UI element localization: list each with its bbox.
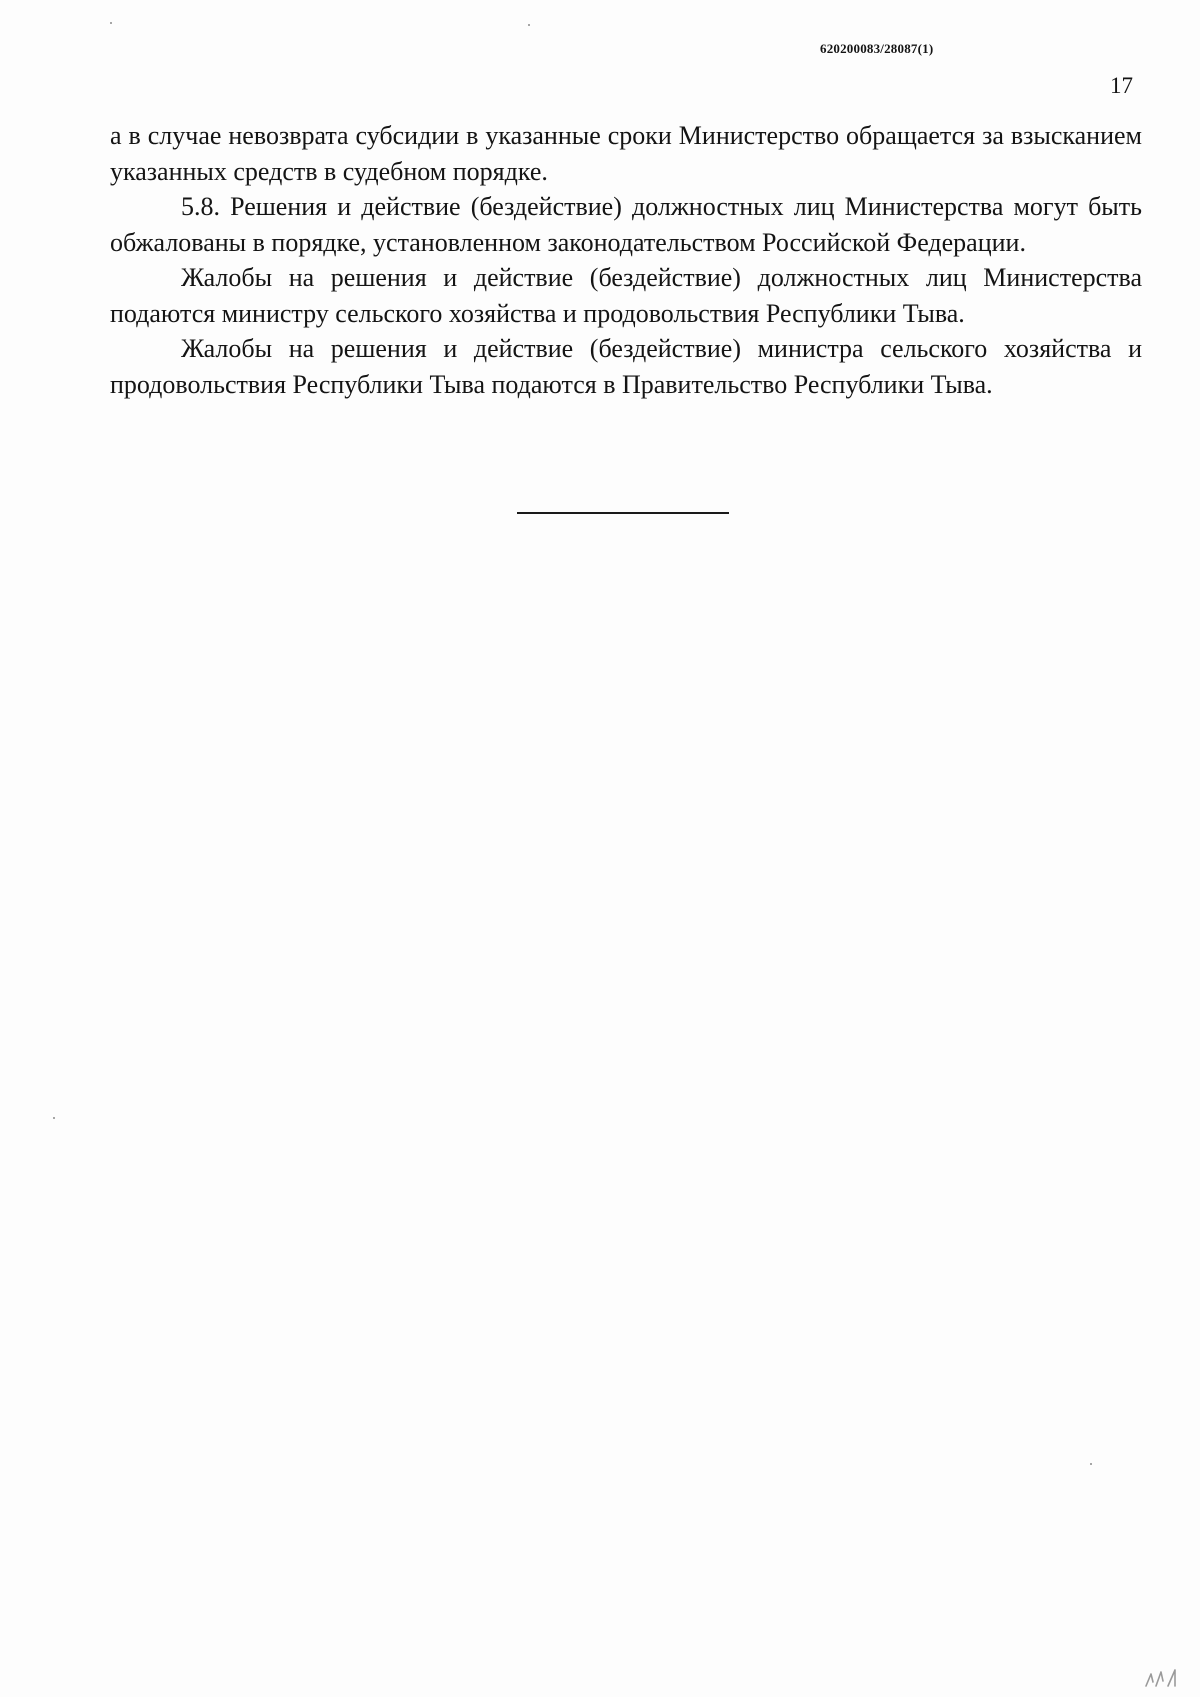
document-body bbox=[110, 118, 1142, 402]
scan-speck bbox=[1090, 1463, 1092, 1465]
paragraph-complaints-officials: Жалобы на решения и действие (бездействие) должностных лиц Министерства подаются министру сельского хозяйства и продовольствия Республики Тыва. bbox=[110, 263, 1142, 328]
scan-speck bbox=[528, 24, 530, 26]
paragraph-continuation: а в случае невозврата субсидии в указанные сроки Министерство обращается за взысканием указанных средств в судебном порядке. bbox=[110, 121, 1142, 186]
paragraph-clause-5-8: 5.8. Решения и действие (бездействие) должностных лиц Министерства могут быть обжалованы в порядке, установленном законодательством Российской Федерации. bbox=[110, 192, 1142, 257]
page-number: 17 bbox=[1110, 73, 1133, 98]
scan-speck bbox=[110, 22, 112, 24]
handwritten-page-mark-icon bbox=[1142, 1666, 1186, 1690]
end-separator-line bbox=[517, 512, 729, 514]
paragraph-complaints-minister: Жалобы на решения и действие (бездействие) министра сельского хозяйства и продовольствия Республики Тыва подаются в Правительство Республики Тыва. bbox=[110, 334, 1142, 399]
scan-speck bbox=[53, 1117, 55, 1119]
document-id: 620200083/28087(1) bbox=[820, 41, 934, 56]
